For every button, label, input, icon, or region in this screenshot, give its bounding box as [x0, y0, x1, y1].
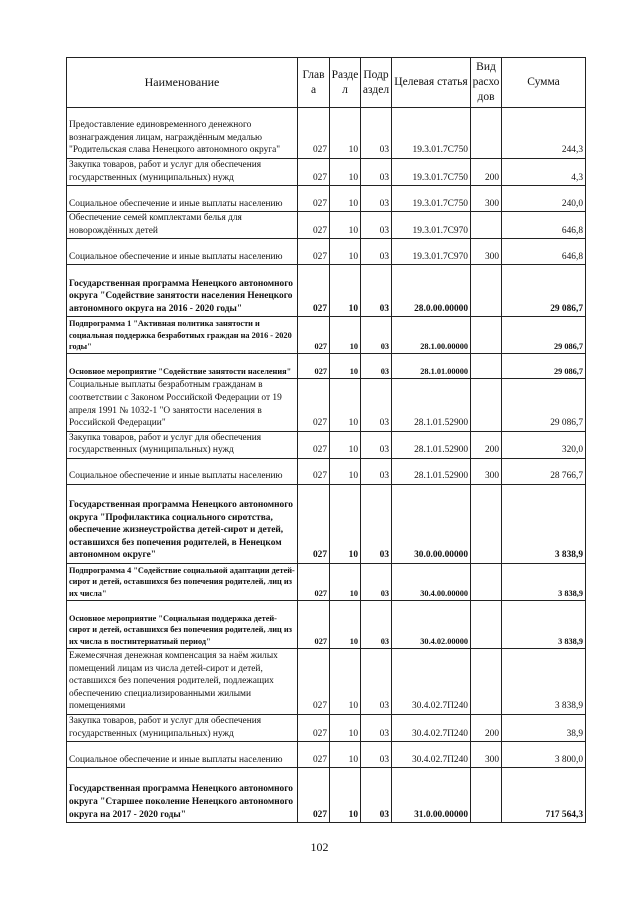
cell-name: Ежемесячная денежная компенсация за наём жилых помещений лицам из числа детей-сирот и детей, оставшихся без попечения родителей, подлежащих обеспечению специализированными жилыми помещениями [67, 648, 298, 714]
table-row [67, 186, 586, 212]
cell-name: Обеспечение семей комплектами белья для новорождённых детей [67, 212, 298, 239]
cell-sum: 29 086,7 [502, 354, 586, 379]
table-row [67, 317, 586, 354]
cell-subsection: 03 [361, 563, 392, 600]
table-row [67, 212, 586, 239]
cell-target: 30.4.00.00000 [392, 563, 471, 600]
cell-section: 10 [330, 186, 361, 212]
cell-subsection: 03 [361, 265, 392, 317]
cell-target: 30.4.02.00000 [392, 600, 471, 648]
cell-type: 200 [471, 159, 502, 186]
cell-name: Государственная программа Ненецкого автономного округа "Содействие занятости населения Ненецкого автономного округа на 2016 - 2020 годы" [67, 265, 298, 317]
table-row [67, 239, 586, 265]
cell-type: 300 [471, 239, 502, 265]
cell-subsection: 03 [361, 431, 392, 458]
cell-chapter: 027 [298, 354, 330, 379]
cell-chapter: 027 [298, 159, 330, 186]
cell-type [471, 265, 502, 317]
header-name: Наименование [67, 58, 298, 108]
cell-subsection: 03 [361, 354, 392, 379]
cell-type: 200 [471, 431, 502, 458]
cell-chapter: 027 [298, 108, 330, 159]
table-row [67, 354, 586, 379]
cell-name: Подпрограмма 1 "Активная политика занятости и социальная поддержка безработных граждан на 2016 - 2020 годы" [67, 317, 298, 354]
cell-chapter: 027 [298, 742, 330, 768]
cell-section: 10 [330, 648, 361, 714]
cell-subsection: 03 [361, 768, 392, 823]
cell-sum: 3 838,9 [502, 600, 586, 648]
cell-target: 30.4.02.7П240 [392, 714, 471, 741]
cell-section: 10 [330, 108, 361, 159]
cell-section: 10 [330, 458, 361, 484]
table-row [67, 648, 586, 714]
cell-sum: 38,9 [502, 714, 586, 741]
cell-chapter: 027 [298, 186, 330, 212]
cell-subsection: 03 [361, 212, 392, 239]
cell-section: 10 [330, 431, 361, 458]
cell-type: 300 [471, 186, 502, 212]
cell-section: 10 [330, 354, 361, 379]
table-row [67, 108, 586, 159]
cell-chapter: 027 [298, 484, 330, 563]
cell-type: 300 [471, 458, 502, 484]
table-row [67, 742, 586, 768]
cell-name: Социальное обеспечение и иные выплаты населению [67, 458, 298, 484]
cell-chapter: 027 [298, 239, 330, 265]
cell-name: Основное мероприятие "Содействие занятости населения" [67, 354, 298, 379]
cell-subsection: 03 [361, 484, 392, 563]
cell-type [471, 563, 502, 600]
cell-sum: 28 766,7 [502, 458, 586, 484]
cell-target: 28.1.01.00000 [392, 354, 471, 379]
cell-type: 200 [471, 714, 502, 741]
header-section: Разде л [330, 58, 361, 108]
table-row [67, 714, 586, 741]
table-row [67, 563, 586, 600]
cell-section: 10 [330, 600, 361, 648]
cell-type: 300 [471, 742, 502, 768]
cell-sum: 3 800,0 [502, 742, 586, 768]
header-target: Целевая статья [392, 58, 471, 108]
table-body [67, 108, 586, 823]
cell-subsection: 03 [361, 159, 392, 186]
cell-subsection: 03 [361, 379, 392, 431]
cell-name: Социальные выплаты безработным гражданам в соответствии с Законом Российской Федерации от 19 апреля 1991 № 1032-1 "О занятости населения в Российской Федерации" [67, 379, 298, 431]
cell-chapter: 027 [298, 714, 330, 741]
cell-target: 19.3.01.7С750 [392, 186, 471, 212]
cell-section: 10 [330, 768, 361, 823]
cell-name: Социальное обеспечение и иные выплаты населению [67, 742, 298, 768]
cell-type [471, 212, 502, 239]
cell-section: 10 [330, 212, 361, 239]
cell-sum: 3 838,9 [502, 563, 586, 600]
cell-target: 28.1.01.52900 [392, 379, 471, 431]
cell-name: Закупка товаров, работ и услуг для обеспечения государственных (муниципальных) нужд [67, 431, 298, 458]
cell-sum: 3 838,9 [502, 484, 586, 563]
cell-sum: 240,0 [502, 186, 586, 212]
cell-subsection: 03 [361, 600, 392, 648]
cell-target: 31.0.00.00000 [392, 768, 471, 823]
cell-name: Социальное обеспечение и иные выплаты населению [67, 239, 298, 265]
cell-subsection: 03 [361, 742, 392, 768]
cell-target: 28.1.01.52900 [392, 431, 471, 458]
cell-name: Подпрограмма 4 "Содействие социальной адаптации детей-сирот и детей, оставшихся без попечения родителей, лиц из их числа" [67, 563, 298, 600]
budget-table-sheet [66, 57, 585, 823]
cell-sum: 646,8 [502, 239, 586, 265]
table-row [67, 379, 586, 431]
cell-chapter: 027 [298, 768, 330, 823]
cell-name: Государственная программа Ненецкого автономного округа "Старшее поколение Ненецкого автономного округа на 2017 - 2020 годы" [67, 768, 298, 823]
cell-name: Закупка товаров, работ и услуг для обеспечения государственных (муниципальных) нужд [67, 159, 298, 186]
cell-target: 30.4.02.7П240 [392, 648, 471, 714]
cell-target: 19.3.01.7С750 [392, 108, 471, 159]
cell-target: 30.0.00.00000 [392, 484, 471, 563]
cell-subsection: 03 [361, 458, 392, 484]
cell-sum: 4,3 [502, 159, 586, 186]
cell-type [471, 354, 502, 379]
cell-sum: 646,8 [502, 212, 586, 239]
cell-target: 30.4.02.7П240 [392, 742, 471, 768]
cell-type [471, 317, 502, 354]
header-type: Вид расхо дов [471, 58, 502, 108]
cell-chapter: 027 [298, 648, 330, 714]
page-number: 102 [310, 840, 329, 854]
cell-subsection: 03 [361, 239, 392, 265]
budget-table [66, 57, 586, 823]
cell-subsection: 03 [361, 186, 392, 212]
cell-chapter: 027 [298, 458, 330, 484]
cell-section: 10 [330, 159, 361, 186]
cell-subsection: 03 [361, 714, 392, 741]
cell-subsection: 03 [361, 317, 392, 354]
cell-section: 10 [330, 239, 361, 265]
cell-target: 19.3.01.7С970 [392, 212, 471, 239]
cell-chapter: 027 [298, 600, 330, 648]
table-header-row [67, 58, 586, 108]
cell-chapter: 027 [298, 379, 330, 431]
cell-type [471, 379, 502, 431]
cell-target: 28.0.00.00000 [392, 265, 471, 317]
cell-chapter: 027 [298, 317, 330, 354]
cell-section: 10 [330, 714, 361, 741]
cell-section: 10 [330, 317, 361, 354]
cell-target: 19.3.01.7С970 [392, 239, 471, 265]
table-row [67, 600, 586, 648]
cell-section: 10 [330, 563, 361, 600]
table-row [67, 458, 586, 484]
table-row [67, 768, 586, 823]
cell-sum: 29 086,7 [502, 379, 586, 431]
cell-type [471, 108, 502, 159]
cell-name: Закупка товаров, работ и услуг для обеспечения государственных (муниципальных) нужд [67, 714, 298, 741]
header-sum: Сумма [502, 58, 586, 108]
cell-name: Предоставление единовременного денежного вознаграждения лицам, награждённым медалью "Родительская слава Ненецкого автономного округа" [67, 108, 298, 159]
cell-subsection: 03 [361, 648, 392, 714]
cell-name: Социальное обеспечение и иные выплаты населению [67, 186, 298, 212]
table-row [67, 431, 586, 458]
header-subsection: Подр аздел [361, 58, 392, 108]
cell-type [471, 648, 502, 714]
cell-target: 28.1.01.52900 [392, 458, 471, 484]
cell-sum: 320,0 [502, 431, 586, 458]
cell-type [471, 768, 502, 823]
cell-sum: 3 838,9 [502, 648, 586, 714]
table-row [67, 159, 586, 186]
cell-sum: 29 086,7 [502, 317, 586, 354]
cell-section: 10 [330, 484, 361, 563]
table-row [67, 265, 586, 317]
cell-type [471, 484, 502, 563]
cell-chapter: 027 [298, 265, 330, 317]
cell-name: Основное мероприятие "Социальная поддержка детей-сирот и детей, оставшихся без попечения родителей, лиц из их числа в постинтернатный период" [67, 600, 298, 648]
cell-sum: 29 086,7 [502, 265, 586, 317]
cell-chapter: 027 [298, 212, 330, 239]
cell-section: 10 [330, 379, 361, 431]
cell-sum: 244,3 [502, 108, 586, 159]
cell-name: Государственная программа Ненецкого автономного округа "Профилактика социального сиротства, обеспечение жизнеустройства детей-сирот и детей, оставшихся без попечения родителей, в Ненецком автономном округе" [67, 484, 298, 563]
cell-subsection: 03 [361, 108, 392, 159]
table-row [67, 484, 586, 563]
cell-target: 19.3.01.7С750 [392, 159, 471, 186]
cell-sum: 717 564,3 [502, 768, 586, 823]
cell-section: 10 [330, 742, 361, 768]
cell-section: 10 [330, 265, 361, 317]
header-chapter: Глав а [298, 58, 330, 108]
cell-type [471, 600, 502, 648]
cell-chapter: 027 [298, 431, 330, 458]
cell-target: 28.1.00.00000 [392, 317, 471, 354]
cell-chapter: 027 [298, 563, 330, 600]
